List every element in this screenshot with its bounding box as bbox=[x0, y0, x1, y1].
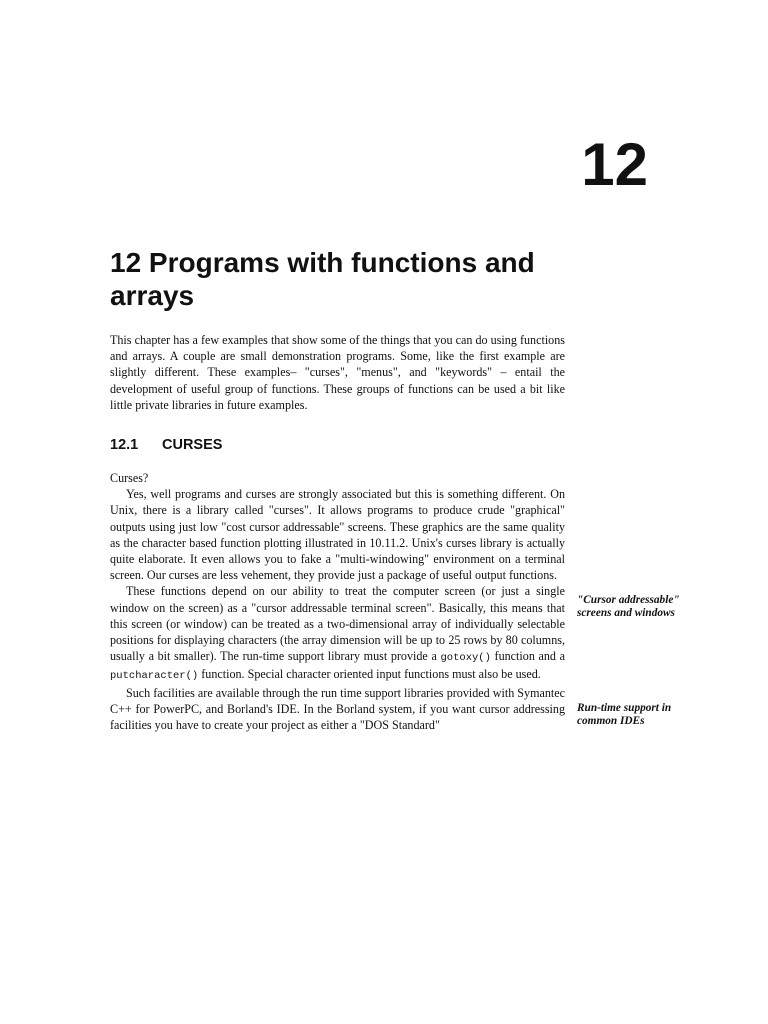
paragraph-runtime-support: Such facilities are available through the run time support libraries provided with Symantec C++ for PowerPC, and Borland's IDE. In the Borland system, if you want cursor addressing facilities you have to create your project as either a "DOS Standard" bbox=[110, 685, 565, 733]
section-number: 12.1 bbox=[110, 437, 139, 453]
paragraph-curses-question: Curses? bbox=[110, 471, 149, 485]
paragraph-text-2: function and a bbox=[490, 649, 565, 664]
chapter-title: 12 Programs with functions and arrays bbox=[110, 247, 535, 311]
gotoxy-code: gotoxy() bbox=[440, 652, 491, 665]
margin-note-cursor-addressable: "Cursor addressable" screens and windows bbox=[577, 594, 680, 619]
putcharacter-code: putcharacter() bbox=[110, 670, 199, 683]
paragraph-cursor-addressable bbox=[110, 583, 565, 684]
section-heading bbox=[110, 436, 222, 454]
margin-note-runtime-support: Run-time support in common IDEs bbox=[577, 702, 672, 727]
section-title: CURSES bbox=[162, 437, 223, 453]
chapter-number: 12 bbox=[581, 131, 648, 198]
paragraph-unix-curses: Yes, well programs and curses are strongly associated but this is something different. On Unix, there is a library called "curses". It allows programs to produce crude "graphical" outputs using just low "cost cursor addressable" screens. These graphics are the same quality as the character based function plotting illustrated in 10.11.2. Unix's curses library is actually quite elaborate. It even allows you to fake a "multi-windowing" environment on a terminal screen. Our curses are less vehement, they provide just a package of useful output functions. bbox=[110, 487, 565, 583]
intro-paragraph bbox=[110, 332, 565, 413]
paragraph-text-3: function. Special character oriented input functions must also be used. bbox=[198, 667, 541, 682]
paragraph-text-1: These functions depend on our ability to treat the computer screen (or just a single window on the screen) as a "cursor addressable terminal screen". Basically, this means that this screen (or window) can be treated as a two-dimensional array of individually selectable positions for displaying characters (the array dimension will be up to 25 rows by 80 columns, usually a bit smaller). The run-time support library must provide a bbox=[110, 584, 565, 664]
section-body bbox=[110, 470, 565, 733]
intro-text: This chapter has a few examples that show some of the things that you can do using functions and arrays. A couple are small demonstration programs. Some, like the first example are slightly different. These examples– "curses", "menus", and "keywords" – entail the development of useful group of functions. These groups of functions can be used a bit like little private libraries in future examples. bbox=[110, 333, 565, 412]
